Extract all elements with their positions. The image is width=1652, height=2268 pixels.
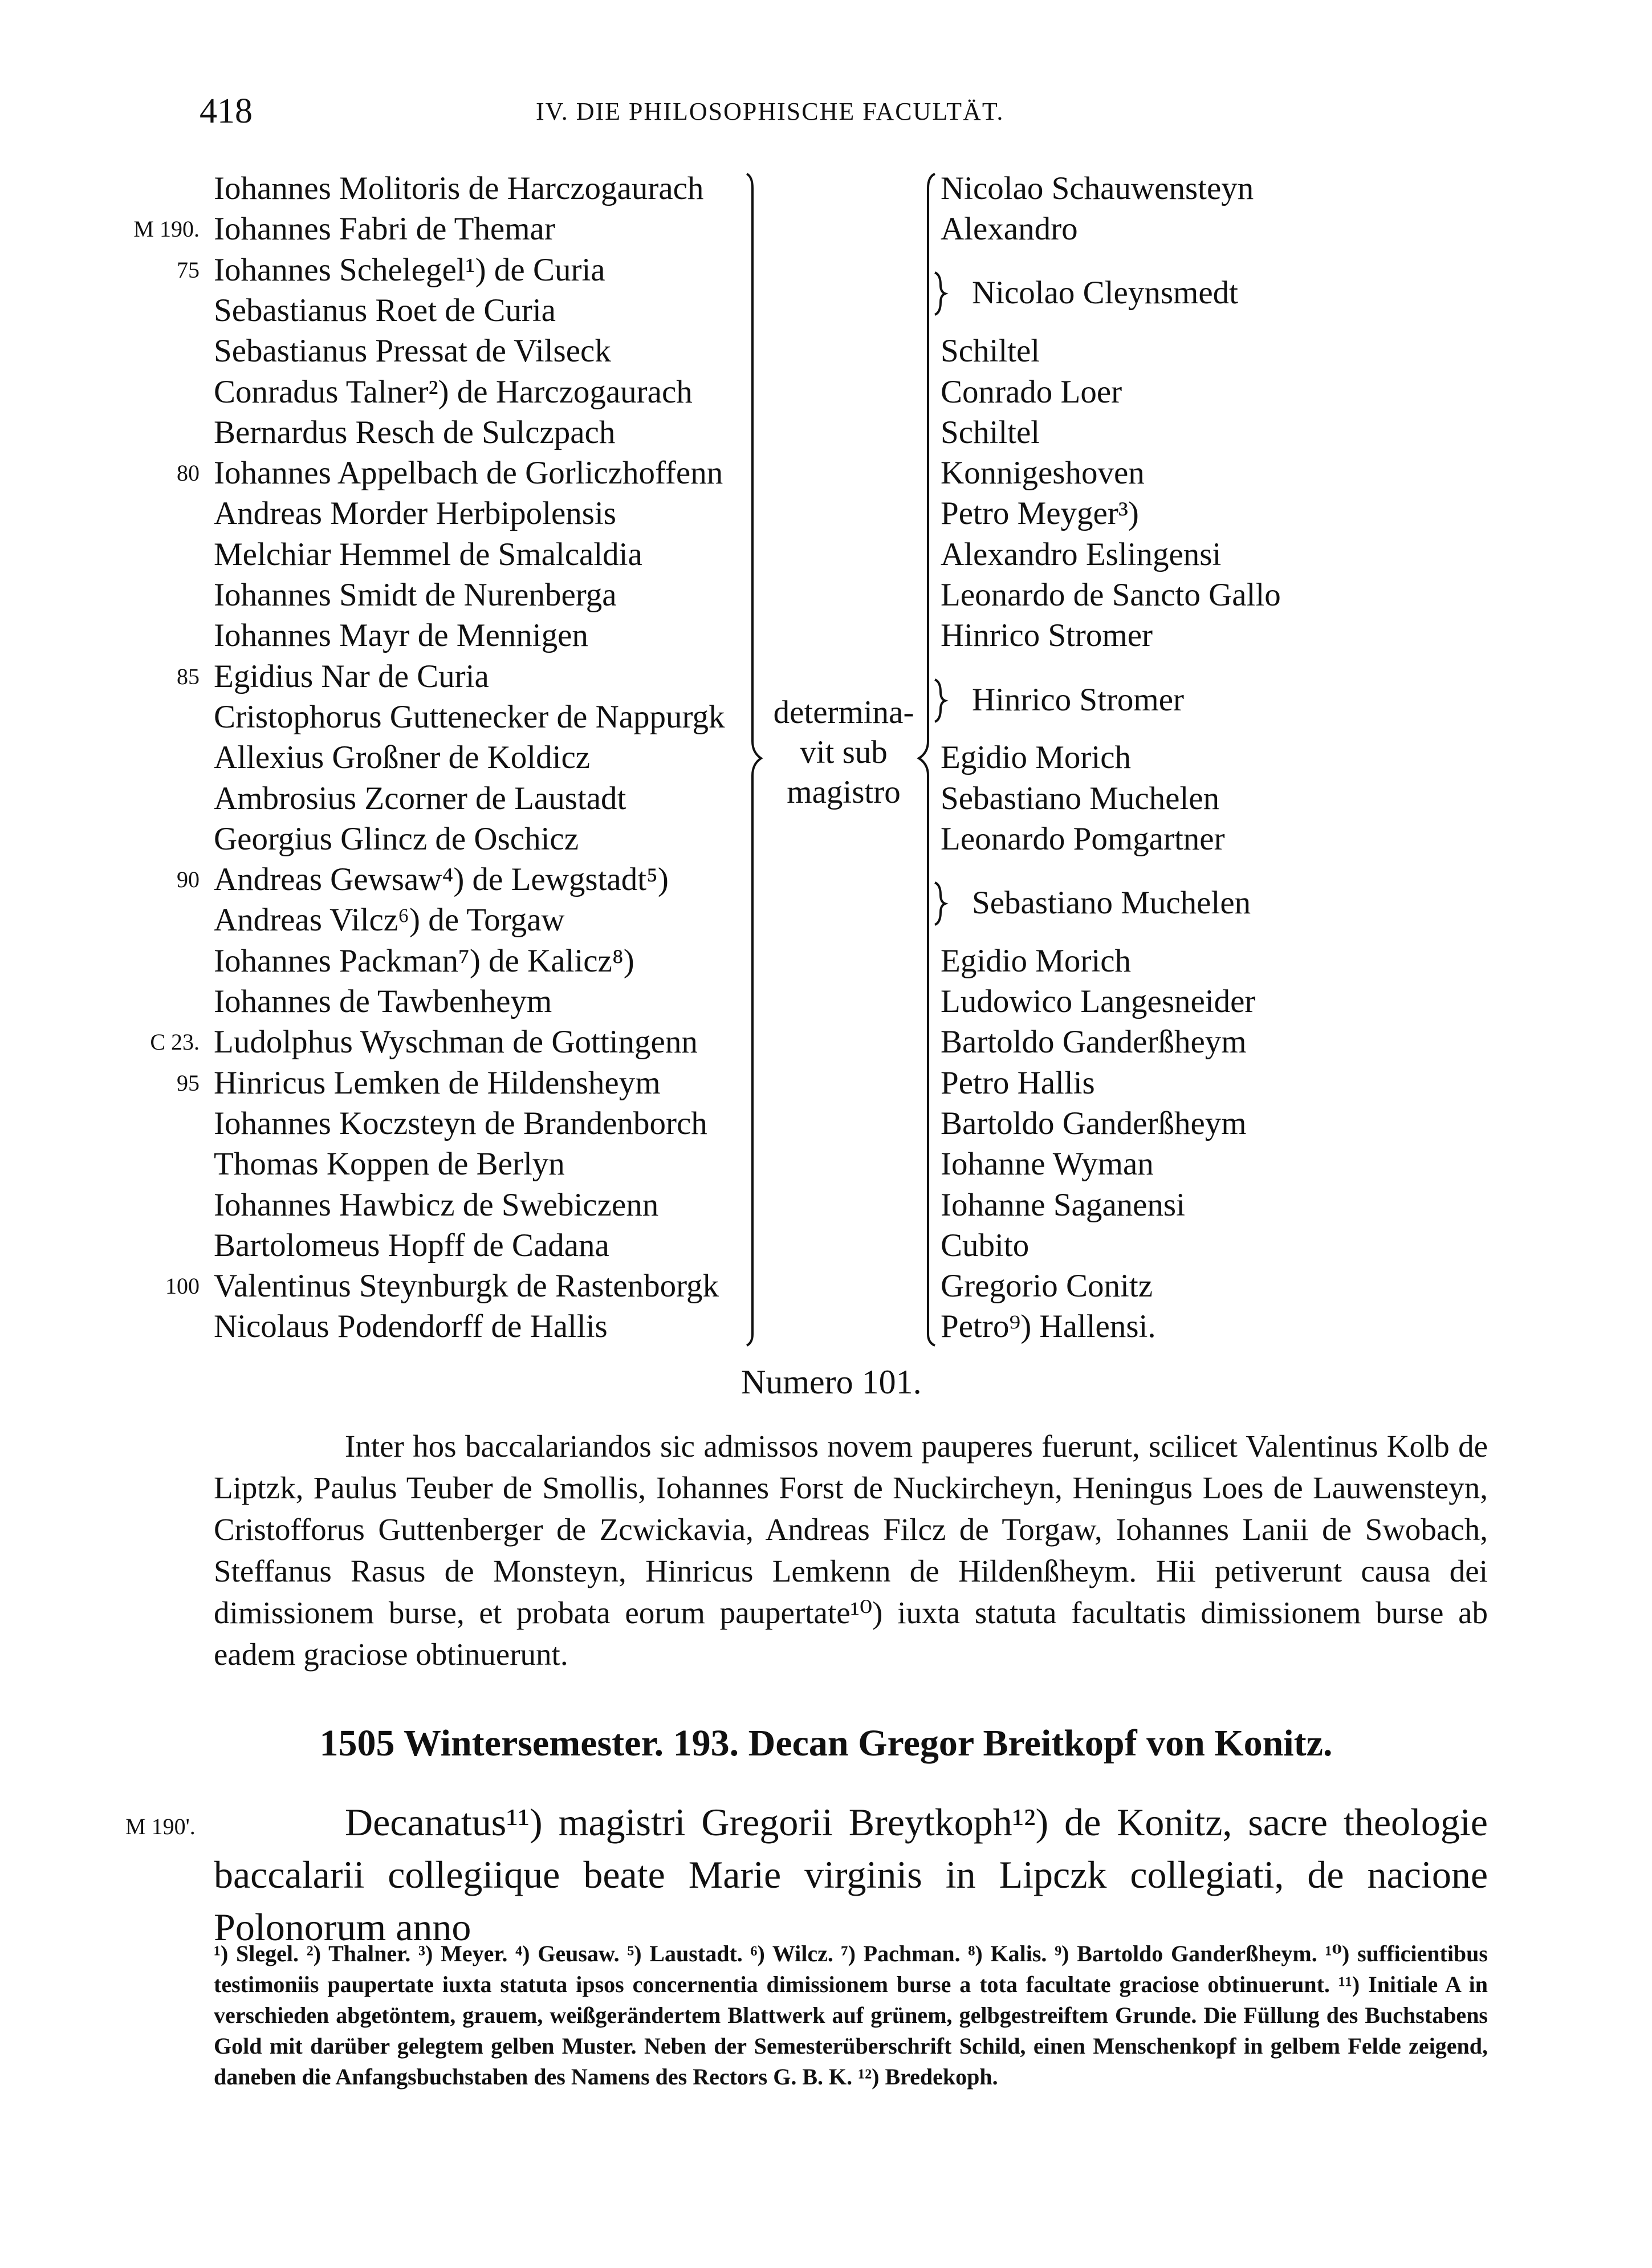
pair-brace-2 [935, 680, 945, 722]
student-name: Ludolphus Wyschman de Gottingenn [214, 1024, 698, 1060]
magister-name: Hinrico Stromer [941, 617, 1153, 653]
magister-name: Cubito [941, 1228, 1030, 1263]
magister-name: Petro Meyger³) [941, 495, 1139, 531]
magister-name: Ludowico Langesneider [941, 983, 1256, 1019]
magistri-brace [919, 174, 935, 1346]
running-head: IV. DIE PHILOSOPHISCHE FACULTÄT. [536, 97, 1004, 125]
magister-name: Conrado Loer [941, 374, 1122, 410]
student-name: Iohannes de Tawbenheym [214, 983, 552, 1019]
student-name: Iohannes Packman⁷) de Kalicz⁸) [214, 943, 634, 979]
pair-brace-3 [935, 883, 945, 925]
student-name: Andreas Vilcz⁶) de Torgaw [214, 902, 565, 938]
student-name: Hinricus Lemken de Hildensheym [214, 1065, 661, 1101]
magister-name: Konnigeshoven [941, 455, 1145, 491]
student-name: Andreas Morder Herbipolensis [214, 495, 616, 531]
decanatus-text: Decanatus¹¹) magistri Gregorii Breytkoph¹²) de Konitz, sacre theologie baccalarii collegiique beate Marie virginis in Lipczk collegiati, de nacione Polonorum anno [214, 1800, 1488, 1949]
student-name: Iohannes Schelegel¹) de Curia [214, 252, 605, 288]
pair-brace-1 [935, 273, 945, 315]
brace-label [767, 693, 921, 812]
student-name: Melchiar Hemmel de Smalcaldia [214, 536, 642, 572]
student-name: Ambrosius Zcorner de Laustadt [214, 781, 626, 816]
magister-name: Iohanne Wyman [941, 1146, 1154, 1182]
student-name: Sebastianus Pressat de Vilseck [214, 333, 611, 369]
magister-name: Alexandro Eslingensi [941, 536, 1222, 572]
student-name: Iohannes Appelbach de Gorliczhoffenn [214, 455, 723, 491]
margin-number: 75 [177, 257, 200, 283]
student-name: Iohannes Hawbicz de Swebiczenn [214, 1187, 659, 1223]
magister-name: Bartoldo Ganderßheym [941, 1105, 1247, 1141]
student-name: Valentinus Steynburgk de Rastenborgk [214, 1268, 719, 1304]
magister-name: Nicolao Schauwensteyn [941, 170, 1254, 206]
student-name: Thomas Koppen de Berlyn [214, 1146, 565, 1182]
brace-label-line: magistro [787, 774, 901, 810]
magister-name: Egidio Morich [941, 943, 1132, 979]
student-name: Iohannes Molitoris de Harczogaurach [214, 170, 704, 206]
numero-total: Numero 101. [741, 1363, 922, 1401]
margin-number: 90 [177, 867, 200, 892]
magister-name: Petro⁹) Hallensi. [941, 1308, 1156, 1344]
magister-name: Bartoldo Ganderßheym [941, 1024, 1247, 1060]
student-name: Cristophorus Guttenecker de Nappurgk [214, 699, 725, 735]
pair-magister: Sebastiano Muchelen [972, 885, 1251, 921]
footnotes [214, 1938, 1488, 2092]
margin-number: 100 [165, 1273, 200, 1299]
margin-number: 80 [177, 460, 200, 486]
pair-magister: Hinrico Stromer [972, 682, 1185, 718]
student-name: Georgius Glincz de Oschicz [214, 821, 579, 857]
magister-name: Egidio Morich [941, 739, 1132, 775]
margin-mark: M 190'. [125, 1814, 196, 1839]
student-name: Egidius Nar de Curia [214, 659, 489, 694]
student-name: Iohannes Mayr de Mennigen [214, 617, 588, 653]
names-brace [747, 174, 761, 1346]
brace-label-line: vit sub [800, 734, 888, 770]
magister-name: Leonardo de Sancto Gallo [941, 577, 1281, 613]
student-name: Bartolomeus Hopff de Cadana [214, 1228, 609, 1263]
magister-name: Alexandro [941, 211, 1078, 247]
magister-name: Schiltel [941, 414, 1040, 450]
student-name: Iohannes Smidt de Nurenberga [214, 577, 617, 613]
student-name: Conradus Talner²) de Harczogaurach [214, 374, 693, 410]
brace-label-line: determina- [773, 694, 914, 730]
margin-number: 95 [177, 1070, 200, 1096]
margin-number: C 23. [150, 1029, 200, 1055]
pair-magister: Nicolao Cleynsmedt [972, 275, 1238, 311]
student-name: Allexius Großner de Koldicz [214, 739, 591, 775]
student-name: Bernardus Resch de Sulczpach [214, 414, 616, 450]
footnote-text: ¹) Slegel. ²) Thalner. ³) Meyer. ⁴) Geusaw. ⁵) Laustadt. ⁶) Wilcz. ⁷) Pachman. ⁸) Kalis. ⁹) Bartoldo Ganderßheym. ¹⁰) sufficientibus testimoniis paupertate iuxta statuta ipsos concernentia dimissionem burse a tota facultate graciose obtinuerunt. ¹¹) Initiale A in verschieden abgetöntem, grauem, weißgerändertem Blattwerk auf grünem, gelbgestreiftem Grunde. Die Füllung des Buchstabens Gold mit darüber gelegtem gelben Muster. Neben der Semesterüberschrift Schild, einen Menschenkopf in gelbem Felde zeigend, daneben die Anfangsbuchstaben des Namens des Rectors G. B. K. ¹²) Bredekoph. [214, 1941, 1488, 2090]
student-name: Sebastianus Roet de Curia [214, 292, 556, 328]
magister-name: Leonardo Pomgartner [941, 821, 1225, 857]
margin-number: 85 [177, 664, 200, 689]
student-name: Iohannes Koczsteyn de Brandenborch [214, 1105, 707, 1141]
student-name: Andreas Gewsaw⁴) de Lewgstadt⁵) [214, 861, 669, 897]
page-number: 418 [200, 92, 253, 131]
student-name: Iohannes Fabri de Themar [214, 211, 555, 247]
margin-number: M 190. [133, 216, 200, 242]
magister-name: Petro Hallis [941, 1065, 1095, 1101]
paragraph-text: Inter hos baccalariandos sic admissos novem pauperes fuerunt, scilicet Valentinus Kolb de Liptzk, Paulus Teuber de Smollis, Iohannes Forst de Nuckircheyn, Heningus Loes de Lauwensteyn, Cristofforus Guttenberger de Zcwickavia, Andreas Filcz de Torgaw, Iohannes Lanii de Swobach, Steffanus Rasus de Monsteyn, Hinricus Lemkenn de Hildenßheym. Hii petiverunt causa dei dimissionem burse, et probata eorum paupertate¹⁰) iuxta statuta facultatis dimissionem burse ab eadem graciose obtinuerunt. [214, 1429, 1488, 1672]
student-name: Nicolaus Podendorff de Hallis [214, 1308, 608, 1344]
magister-name: Schiltel [941, 333, 1040, 369]
magister-name: Gregorio Conitz [941, 1268, 1153, 1304]
magister-name: Sebastiano Muchelen [941, 781, 1220, 816]
section-title: 1505 Wintersemester. 193. Decan Gregor Breitkopf von Konitz. [319, 1722, 1333, 1764]
paupers-paragraph [214, 1425, 1488, 1675]
magister-name: Iohanne Saganensi [941, 1187, 1185, 1223]
